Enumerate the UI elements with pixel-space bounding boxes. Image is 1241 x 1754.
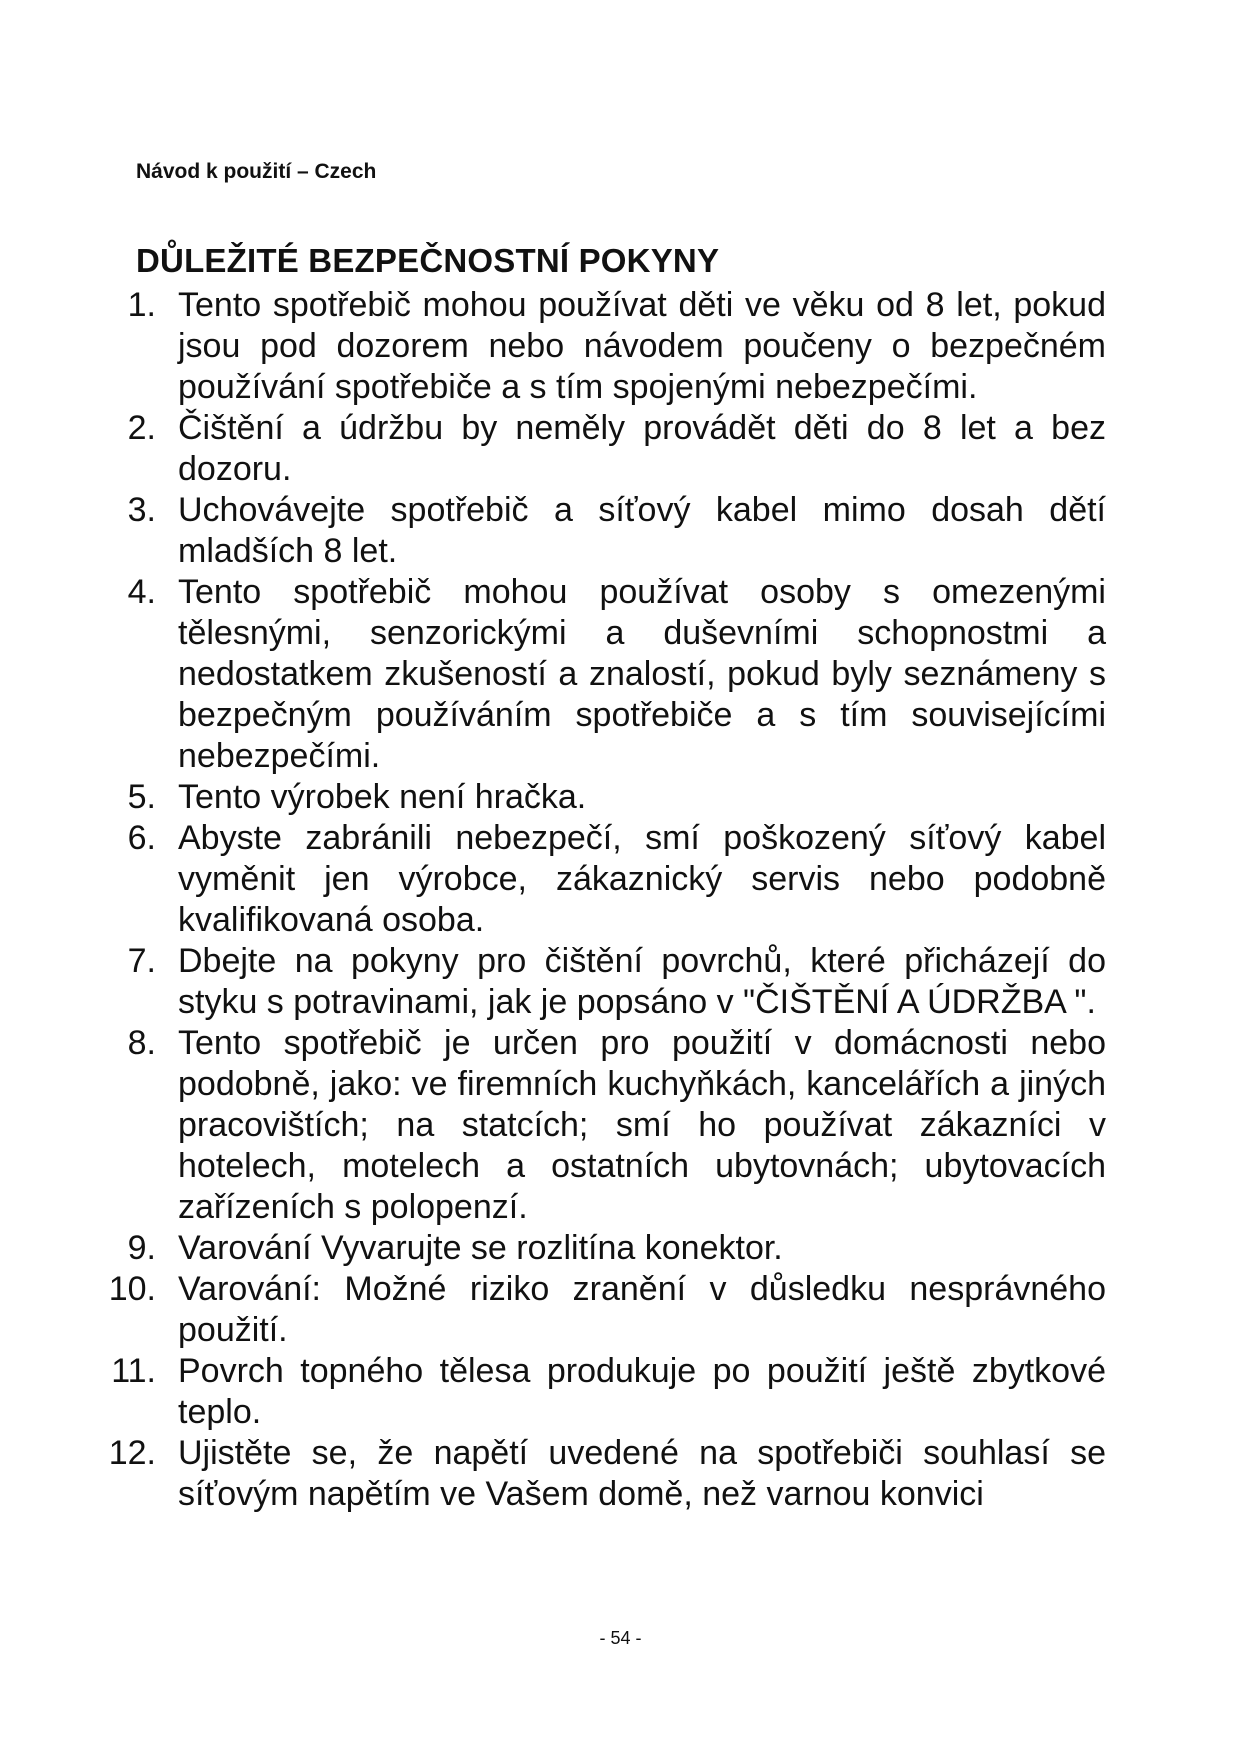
page-number: - 54 - bbox=[599, 1628, 642, 1648]
list-item bbox=[96, 777, 1106, 818]
list-item bbox=[96, 490, 1106, 572]
list-item bbox=[96, 818, 1106, 941]
item-number: 7. bbox=[127, 942, 156, 980]
list-item bbox=[96, 941, 1106, 1023]
item-number: 11. bbox=[111, 1352, 156, 1390]
list-item bbox=[96, 1351, 1106, 1433]
item-text: Tento spotřebič je určen pro použití v domácnosti nebo podobně, jako: ve firemních kuchyňkách, kancelářích a jiných pracovištích; na statcích; smí ho používat zákazníci v hotelech, motelech a ostatních ubytovnách; ubytovacích zařízeních s polopenzí. bbox=[178, 1024, 1106, 1226]
item-number: 2. bbox=[127, 409, 156, 447]
item-number: 9. bbox=[127, 1229, 156, 1267]
item-text: Abyste zabránili nebezpečí, smí poškozený síťový kabel vyměnit jen výrobce, zákaznický servis nebo podobně kvalifikovaná osoba. bbox=[178, 819, 1106, 939]
section-title: DŮLEŽITÉ BEZPEČNOSTNÍ POKYNY bbox=[136, 242, 720, 279]
list-item bbox=[96, 572, 1106, 777]
item-text: Tento výrobek není hračka. bbox=[178, 778, 587, 816]
list-item bbox=[96, 1023, 1106, 1228]
item-number: 1. bbox=[127, 286, 156, 324]
item-text: Tento spotřebič mohou používat děti ve věku od 8 let, pokud jsou pod dozorem nebo návodem poučeny o bezpečném používání spotřebiče a s tím spojenými nebezpečími. bbox=[178, 286, 1106, 406]
item-number: 8. bbox=[127, 1024, 156, 1062]
item-number: 6. bbox=[127, 819, 156, 857]
item-number: 4. bbox=[127, 573, 156, 611]
item-number: 5. bbox=[127, 778, 156, 816]
item-number: 12. bbox=[108, 1434, 156, 1472]
item-text: Ujistěte se, že napětí uvedené na spotřebiči souhlasí se síťovým napětím ve Vašem domě, než varnou konvici bbox=[178, 1434, 1106, 1513]
item-text: Čištění a údržbu by neměly provádět děti do 8 let a bez dozoru. bbox=[178, 409, 1106, 488]
list-item bbox=[96, 285, 1106, 408]
list-item bbox=[96, 408, 1106, 490]
item-text: Tento spotřebič mohou používat osoby s omezenými tělesnými, senzorickými a duševními schopnostmi a nedostatkem zkušeností a znalostí, pokud byly seznámeny s bezpečným používáním spotřebiče a s tím souvisejícími nebezpečími. bbox=[178, 573, 1106, 775]
document-header: Návod k použití – Czech bbox=[136, 160, 377, 183]
item-text: Povrch topného tělesa produkuje po použití ještě zbytkové teplo. bbox=[178, 1352, 1106, 1431]
list-item bbox=[96, 1269, 1106, 1351]
safety-instructions-list bbox=[96, 285, 1106, 1515]
item-text: Varování Vyvarujte se rozlitína konektor. bbox=[178, 1229, 783, 1267]
item-text: Uchovávejte spotřebič a síťový kabel mimo dosah dětí mladších 8 let. bbox=[178, 491, 1106, 570]
item-number: 3. bbox=[127, 491, 156, 529]
list-item bbox=[96, 1228, 1106, 1269]
item-text: Varování: Možné riziko zranění v důsledku nesprávného použití. bbox=[178, 1270, 1106, 1349]
item-text: Dbejte na pokyny pro čištění povrchů, které přicházejí do styku s potravinami, jak je popsáno v "ČIŠTĚNÍ A ÚDRŽBA ". bbox=[178, 942, 1106, 1021]
item-number: 10. bbox=[108, 1270, 156, 1308]
list-item bbox=[96, 1433, 1106, 1515]
